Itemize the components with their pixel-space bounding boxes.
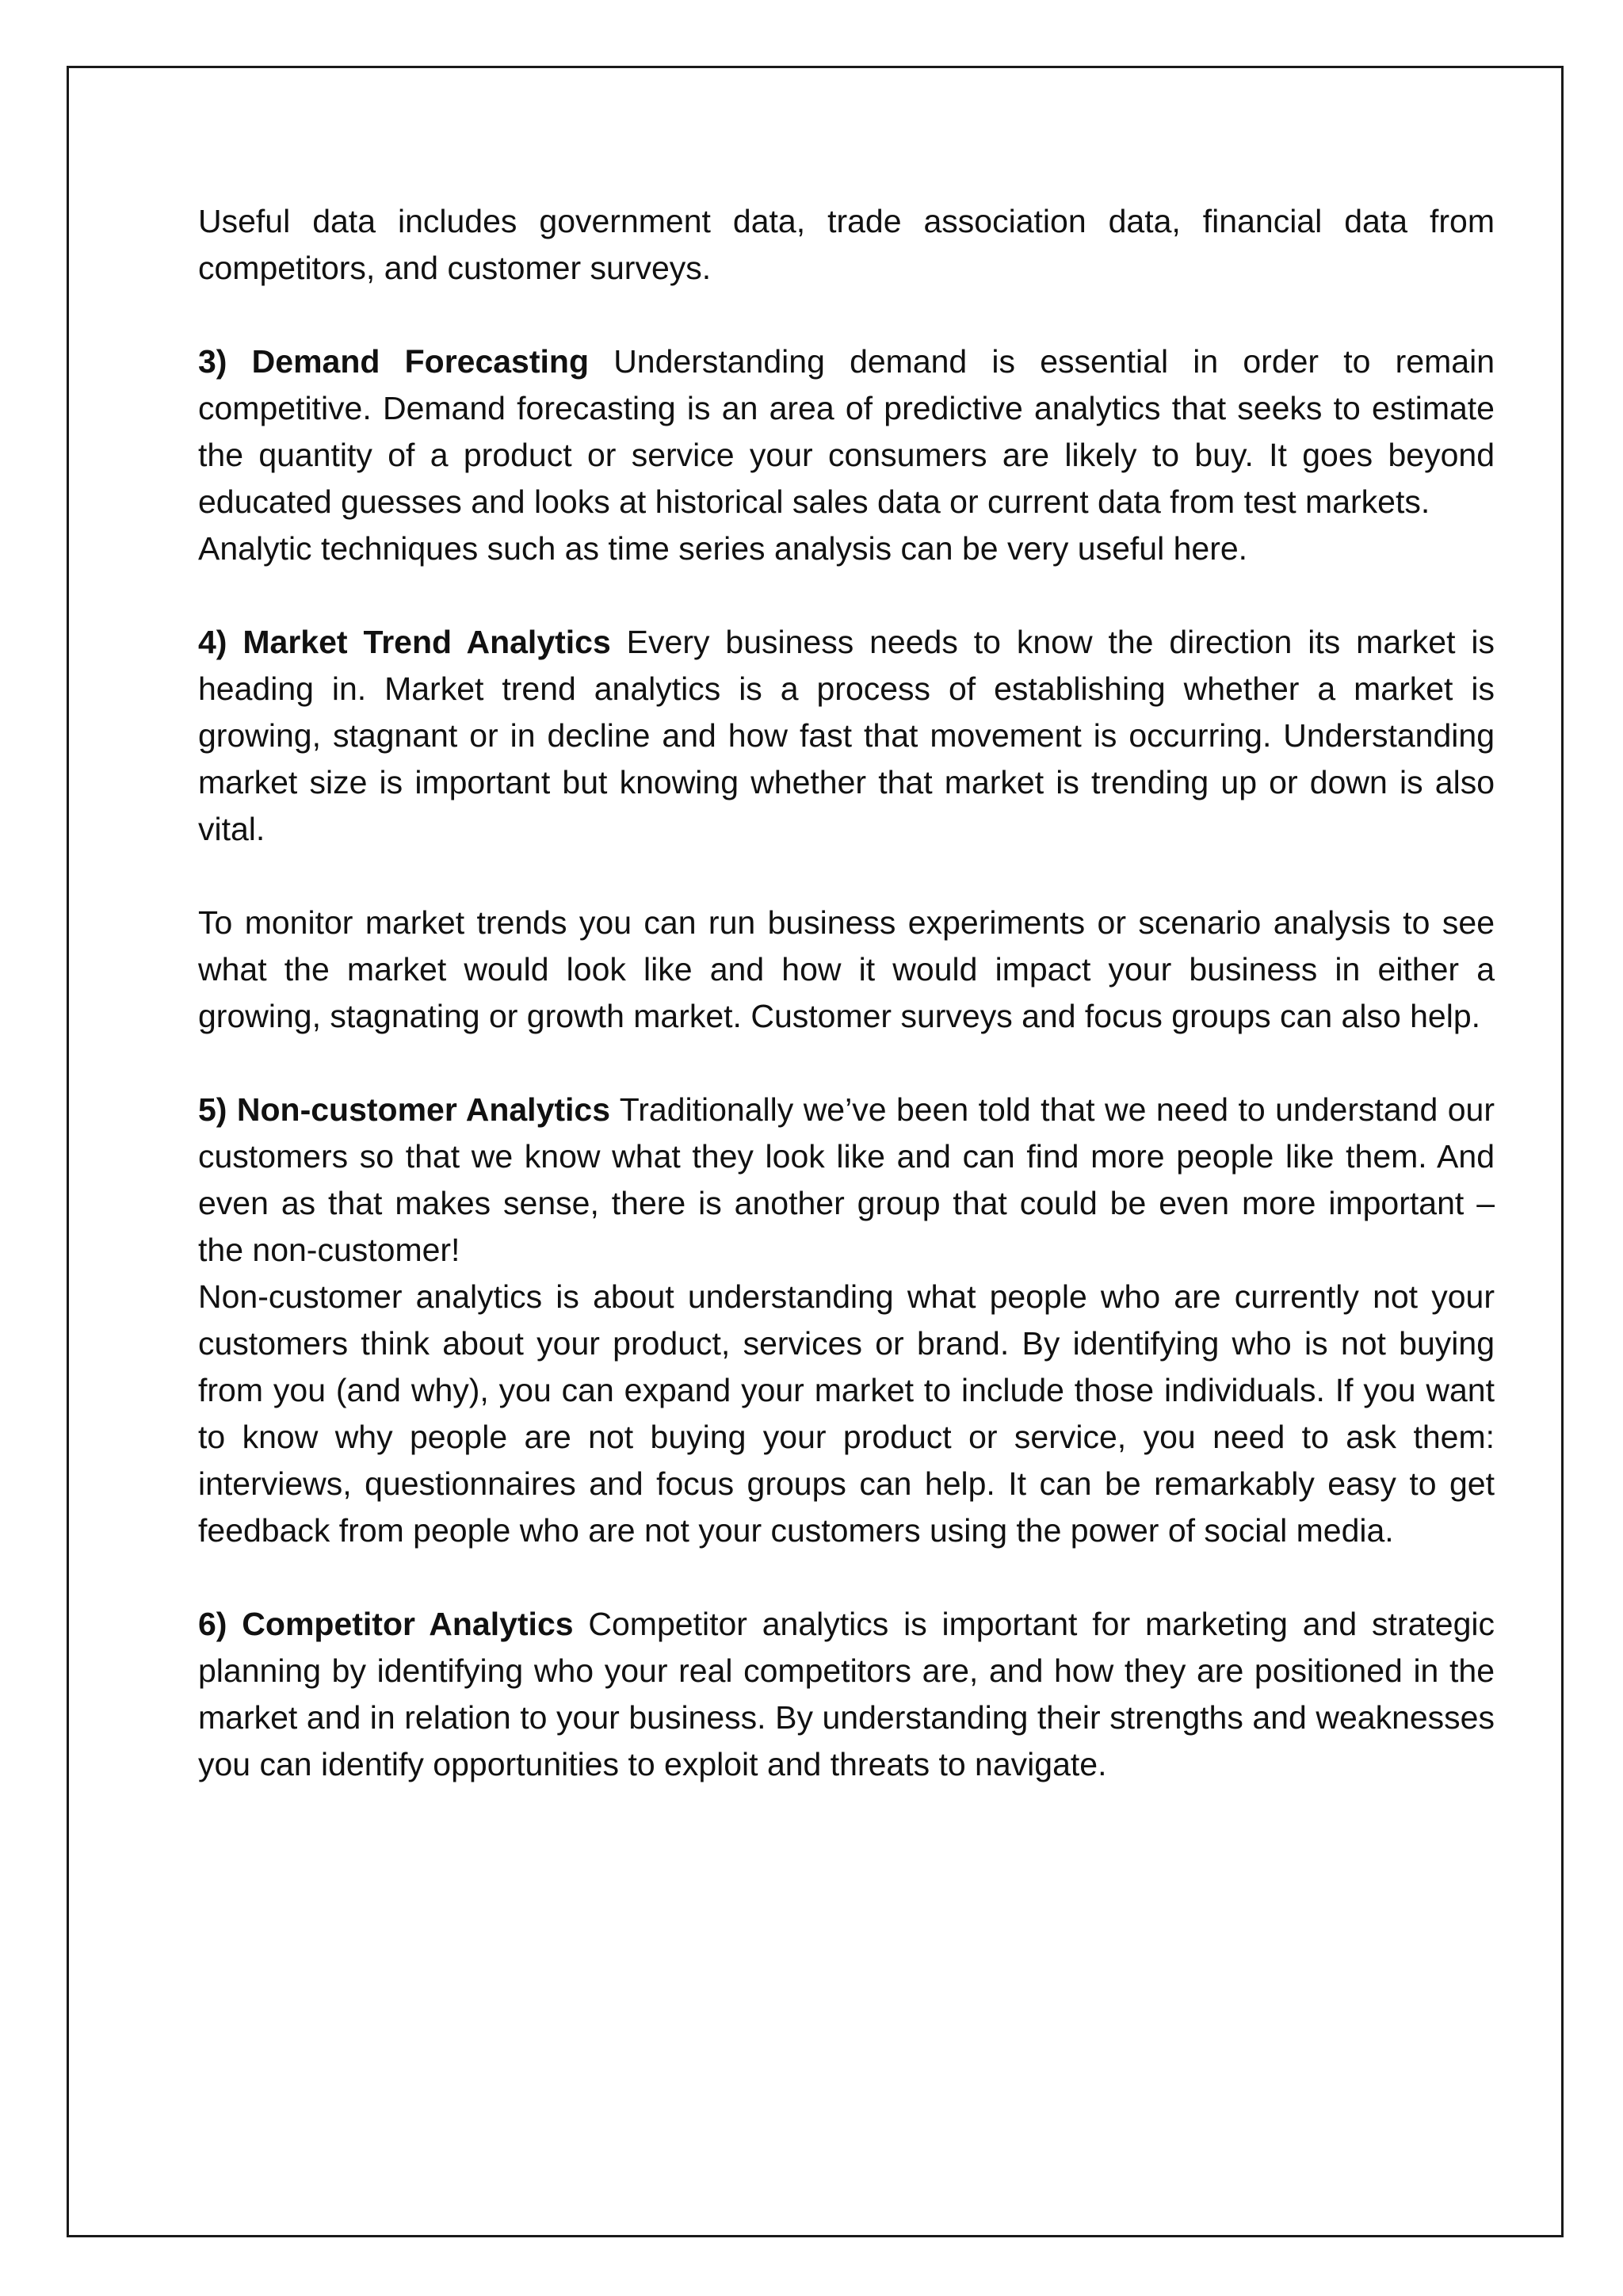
section-heading: 3) Demand Forecasting xyxy=(198,343,589,380)
section-competitor-analytics xyxy=(198,1601,1495,1788)
section-non-customer-analytics xyxy=(198,1087,1495,1274)
paragraph-gap xyxy=(198,1040,1495,1087)
intro-paragraph: Useful data includes government data, trade association data, financial data from competitors, and customer surveys. xyxy=(198,203,1495,286)
section-demand-forecasting xyxy=(198,338,1495,525)
paragraph-gap xyxy=(198,1554,1495,1601)
paragraph-gap xyxy=(198,572,1495,619)
section-heading: 5) Non-customer Analytics xyxy=(198,1091,611,1128)
paragraph-gap xyxy=(198,853,1495,900)
document-body xyxy=(198,198,1495,1788)
section-extra-paragraph: To monitor market trends you can run business experiments or scenario analysis to see what the market would look like and how it would impact your business in either a growing, stagnating or growth market. Customer surveys and focus groups can also help. xyxy=(198,904,1495,1034)
section-heading: 6) Competitor Analytics xyxy=(198,1606,574,1642)
section-market-trend-analytics xyxy=(198,619,1495,853)
section-text: Traditionally we’ve been told that we need to understand our customers so that we know what they look like and can find more people like them. And even as that makes sense, there is another group that could be even more important – the non-customer! xyxy=(198,1091,1495,1268)
section-extra-paragraph: Non-customer analytics is about understanding what people who are currently not your customers think about your product, services or brand. By identifying who is not buying from you (and why), you can expand your market to include those individuals. If you want to know why people are not buying your product or service, you need to ask them: interviews, questionnaires and focus groups can help. It can be remarkably easy to get feedback from people who are not your customers using the power of social media. xyxy=(198,1278,1495,1549)
section-heading: 4) Market Trend Analytics xyxy=(198,624,611,660)
section-text: Understanding demand is essential in order to remain competitive. Demand forecasting is an area of predictive analytics that seeks to estimate the quantity of a product or service your consumers are likely to buy. It goes beyond educated guesses and looks at historical sales data or current data from test markets. xyxy=(198,343,1495,520)
section-text: Competitor analytics is important for marketing and strategic planning by identifying who your real competitors are, and how they are positioned in the market and in relation to your business. By understanding their strengths and weaknesses you can identify opportunities to exploit and threats to navigate. xyxy=(198,1606,1495,1782)
section-extra-paragraph: Analytic techniques such as time series analysis can be very useful here. xyxy=(198,530,1248,567)
paragraph-gap xyxy=(198,292,1495,338)
section-text: Every business needs to know the direction its market is heading in. Market trend analytics is a process of establishing whether a market is growing, stagnant or in decline and how fast that movement is occurring. Understanding market size is important but knowing whether that market is trending up or down is also vital. xyxy=(198,624,1495,847)
